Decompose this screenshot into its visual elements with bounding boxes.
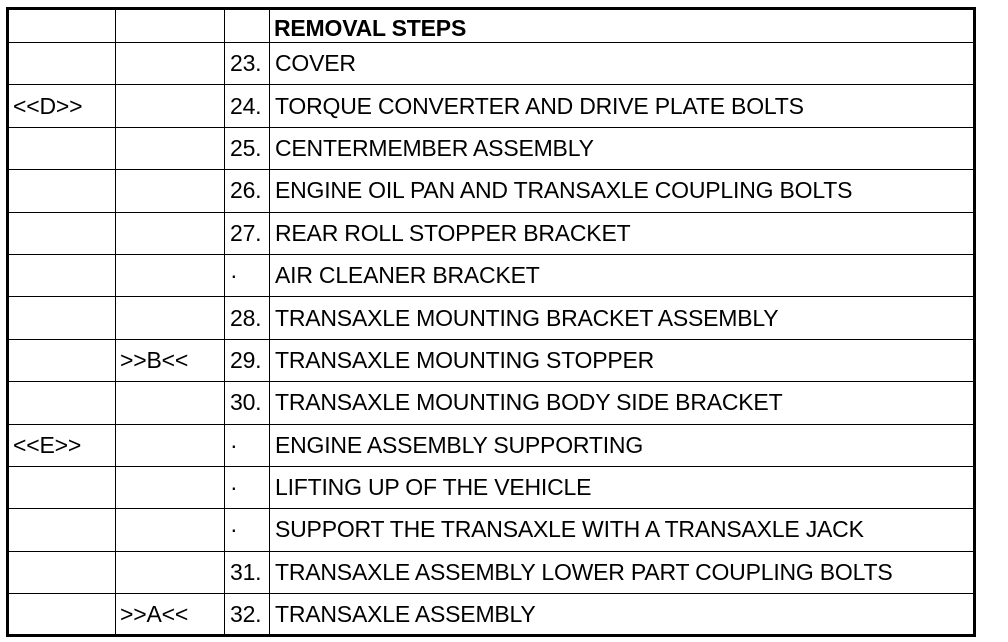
removal-mark-cell — [116, 43, 225, 85]
step-description: TRANSAXLE ASSEMBLY LOWER PART COUPLING BOLTS — [270, 551, 975, 593]
removal-steps-table — [6, 7, 976, 637]
table-row — [8, 254, 975, 296]
installation-mark-cell — [8, 254, 116, 296]
removal-mark-cell — [116, 509, 225, 551]
step-description: AIR CLEANER BRACKET — [270, 254, 975, 296]
step-number: 23. — [225, 43, 270, 85]
removal-mark-cell — [116, 424, 225, 466]
step-description: ENGINE ASSEMBLY SUPPORTING — [270, 424, 975, 466]
table-row — [8, 509, 975, 551]
removal-mark-cell: >>A<< — [116, 594, 225, 636]
step-number: 28. — [225, 297, 270, 339]
step-description: SUPPORT THE TRANSAXLE WITH A TRANSAXLE JACK — [270, 509, 975, 551]
installation-mark-cell: <<D>> — [8, 85, 116, 127]
installation-mark-cell — [8, 339, 116, 381]
step-number: 27. — [225, 212, 270, 254]
table-row — [8, 594, 975, 636]
installation-mark-cell — [8, 212, 116, 254]
table-row — [8, 127, 975, 169]
header-num-cell — [225, 9, 270, 43]
table-row — [8, 43, 975, 85]
step-number: 30. — [225, 382, 270, 424]
installation-mark-cell — [8, 466, 116, 508]
step-description: REAR ROLL STOPPER BRACKET — [270, 212, 975, 254]
step-description: TRANSAXLE MOUNTING BODY SIDE BRACKET — [270, 382, 975, 424]
header-mark-b-cell — [116, 9, 225, 43]
step-description: TRANSAXLE ASSEMBLY — [270, 594, 975, 636]
removal-mark-cell — [116, 551, 225, 593]
installation-mark-cell — [8, 43, 116, 85]
installation-mark-cell — [8, 551, 116, 593]
step-description: TRANSAXLE MOUNTING STOPPER — [270, 339, 975, 381]
step-description: TRANSAXLE MOUNTING BRACKET ASSEMBLY — [270, 297, 975, 339]
step-description: ENGINE OIL PAN AND TRANSAXLE COUPLING BOLTS — [270, 170, 975, 212]
table-row — [8, 212, 975, 254]
header-row — [8, 9, 975, 43]
header-mark-a-cell — [8, 9, 116, 43]
removal-mark-cell — [116, 297, 225, 339]
step-number: 25. — [225, 127, 270, 169]
installation-mark-cell — [8, 297, 116, 339]
step-number: 24. — [225, 85, 270, 127]
removal-mark-cell — [116, 85, 225, 127]
installation-mark-cell — [8, 382, 116, 424]
table-row — [8, 424, 975, 466]
table-row — [8, 339, 975, 381]
step-number: 31. — [225, 551, 270, 593]
removal-steps-title: REMOVAL STEPS — [270, 9, 975, 43]
removal-mark-cell — [116, 212, 225, 254]
table-row — [8, 382, 975, 424]
step-number: 29. — [225, 339, 270, 381]
removal-mark-cell — [116, 170, 225, 212]
step-bullet: · — [225, 509, 270, 551]
removal-mark-cell: >>B<< — [116, 339, 225, 381]
step-number: 32. — [225, 594, 270, 636]
removal-mark-cell — [116, 382, 225, 424]
step-description: CENTERMEMBER ASSEMBLY — [270, 127, 975, 169]
installation-mark-cell — [8, 127, 116, 169]
table-row — [8, 297, 975, 339]
table-row — [8, 170, 975, 212]
step-bullet: · — [225, 466, 270, 508]
step-number: 26. — [225, 170, 270, 212]
installation-mark-cell: <<E>> — [8, 424, 116, 466]
installation-mark-cell — [8, 509, 116, 551]
table-row — [8, 551, 975, 593]
installation-mark-cell — [8, 594, 116, 636]
step-bullet: · — [225, 254, 270, 296]
removal-mark-cell — [116, 254, 225, 296]
removal-mark-cell — [116, 127, 225, 169]
table-row — [8, 466, 975, 508]
step-description: COVER — [270, 43, 975, 85]
step-description: TORQUE CONVERTER AND DRIVE PLATE BOLTS — [270, 85, 975, 127]
table-row — [8, 85, 975, 127]
removal-mark-cell — [116, 466, 225, 508]
step-bullet: · — [225, 424, 270, 466]
step-description: LIFTING UP OF THE VEHICLE — [270, 466, 975, 508]
installation-mark-cell — [8, 170, 116, 212]
